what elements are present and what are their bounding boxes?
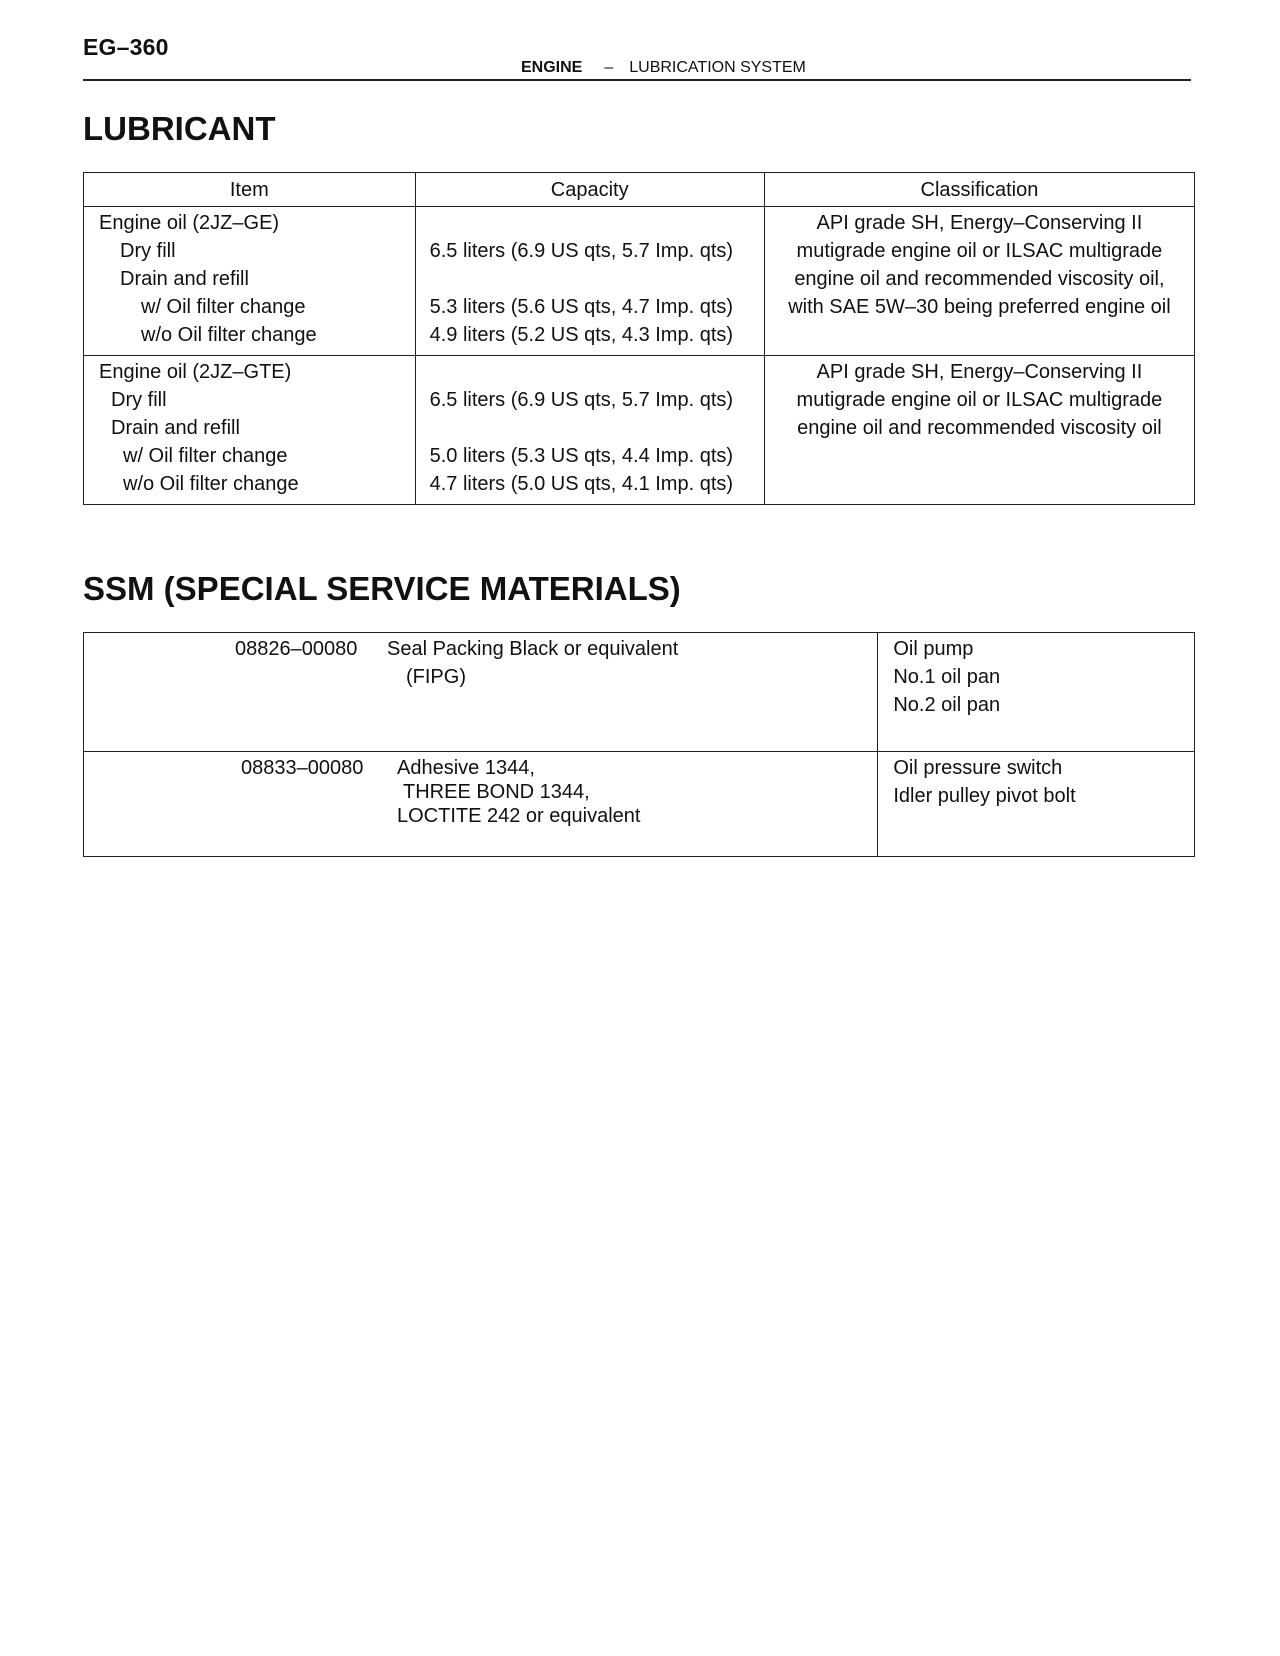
material-description	[387, 635, 678, 691]
running-header-separator: –	[604, 59, 614, 76]
table-row	[84, 207, 1195, 356]
capacity-line: 5.3 liters (5.6 US qts, 4.7 Imp. qts)	[429, 296, 734, 318]
use-line: Oil pressure switch	[893, 757, 1063, 779]
capacity-line: 6.5 liters (6.9 US qts, 5.7 Imp. qts)	[429, 389, 734, 411]
item-line: Dry fill	[120, 240, 176, 262]
use-line: No.1 oil pan	[893, 666, 1001, 688]
running-header-section: ENGINE	[521, 59, 583, 76]
item-cell	[84, 207, 416, 356]
capacity-line	[430, 265, 764, 293]
lubricant-header-row	[84, 173, 1195, 207]
column-header-classification: Classification	[764, 173, 1194, 207]
item-line: Engine oil (2JZ–GTE)	[99, 361, 292, 383]
running-header-subsection: LUBRICATION SYSTEM	[629, 59, 806, 76]
lubricant-table	[83, 172, 1195, 505]
table-row	[84, 356, 1195, 505]
part-number: 08833–00080	[241, 757, 364, 779]
ssm-use-cell	[878, 752, 1195, 857]
ssm-use-cell	[878, 633, 1195, 752]
capacity-line	[430, 414, 764, 442]
capacity-line: 5.0 liters (5.3 US qts, 4.4 Imp. qts)	[429, 445, 734, 467]
column-header-item: Item	[84, 173, 416, 207]
ssm-title: SSM (SPECIAL SERVICE MATERIALS)	[83, 570, 681, 607]
capacity-cell	[415, 356, 764, 505]
item-line: Drain and refill	[111, 417, 240, 439]
item-line: Dry fill	[111, 389, 167, 411]
classification-line: with SAE 5W–30 being preferred engine oil	[788, 296, 1171, 318]
description-line: LOCTITE 242 or equivalent	[397, 805, 641, 827]
description-line: Adhesive 1344,	[397, 757, 535, 779]
description-line: Seal Packing Black or equivalent	[387, 638, 679, 660]
capacity-cell	[415, 207, 764, 356]
item-line: Drain and refill	[120, 268, 249, 290]
table-row	[84, 752, 1195, 857]
table-row	[84, 633, 1195, 752]
classification-line: mutigrade engine oil or ILSAC multigrade	[796, 389, 1163, 411]
classification-cell	[764, 356, 1194, 505]
classification-cell	[764, 207, 1194, 356]
item-cell	[84, 356, 416, 505]
item-line: w/ Oil filter change	[141, 296, 306, 318]
description-line: THREE BOND 1344,	[403, 781, 590, 803]
page-number: EG–360	[83, 34, 169, 60]
capacity-line: 6.5 liters (6.9 US qts, 5.7 Imp. qts)	[429, 240, 734, 262]
capacity-line: 4.9 liters (5.2 US qts, 4.3 Imp. qts)	[429, 324, 734, 346]
item-line: w/o Oil filter change	[141, 324, 317, 346]
capacity-line	[430, 209, 764, 237]
classification-line: mutigrade engine oil or ILSAC multigrade	[796, 240, 1163, 262]
use-line: Oil pump	[893, 638, 974, 660]
classification-line: engine oil and recommended viscosity oil,	[794, 268, 1165, 290]
material-description	[397, 756, 640, 828]
column-header-capacity: Capacity	[415, 173, 764, 207]
use-line: No.2 oil pan	[893, 694, 1001, 716]
item-line: Engine oil (2JZ–GE)	[99, 212, 280, 234]
item-line: w/ Oil filter change	[123, 445, 288, 467]
ssm-material-cell	[84, 752, 878, 857]
lubricant-title: LUBRICANT	[83, 110, 276, 147]
classification-line: API grade SH, Energy–Conserving II	[816, 212, 1143, 234]
item-line: w/o Oil filter change	[123, 473, 299, 495]
ssm-material-cell	[84, 633, 878, 752]
header-rule	[83, 79, 1191, 81]
part-number: 08826–00080	[235, 638, 358, 660]
capacity-line: 4.7 liters (5.0 US qts, 4.1 Imp. qts)	[429, 473, 734, 495]
ssm-table	[83, 632, 1195, 857]
classification-line: API grade SH, Energy–Conserving II	[816, 361, 1143, 383]
description-line: (FIPG)	[406, 666, 466, 688]
capacity-line	[430, 358, 764, 386]
classification-line: engine oil and recommended viscosity oil	[797, 417, 1162, 439]
use-line: Idler pulley pivot bolt	[893, 785, 1076, 807]
